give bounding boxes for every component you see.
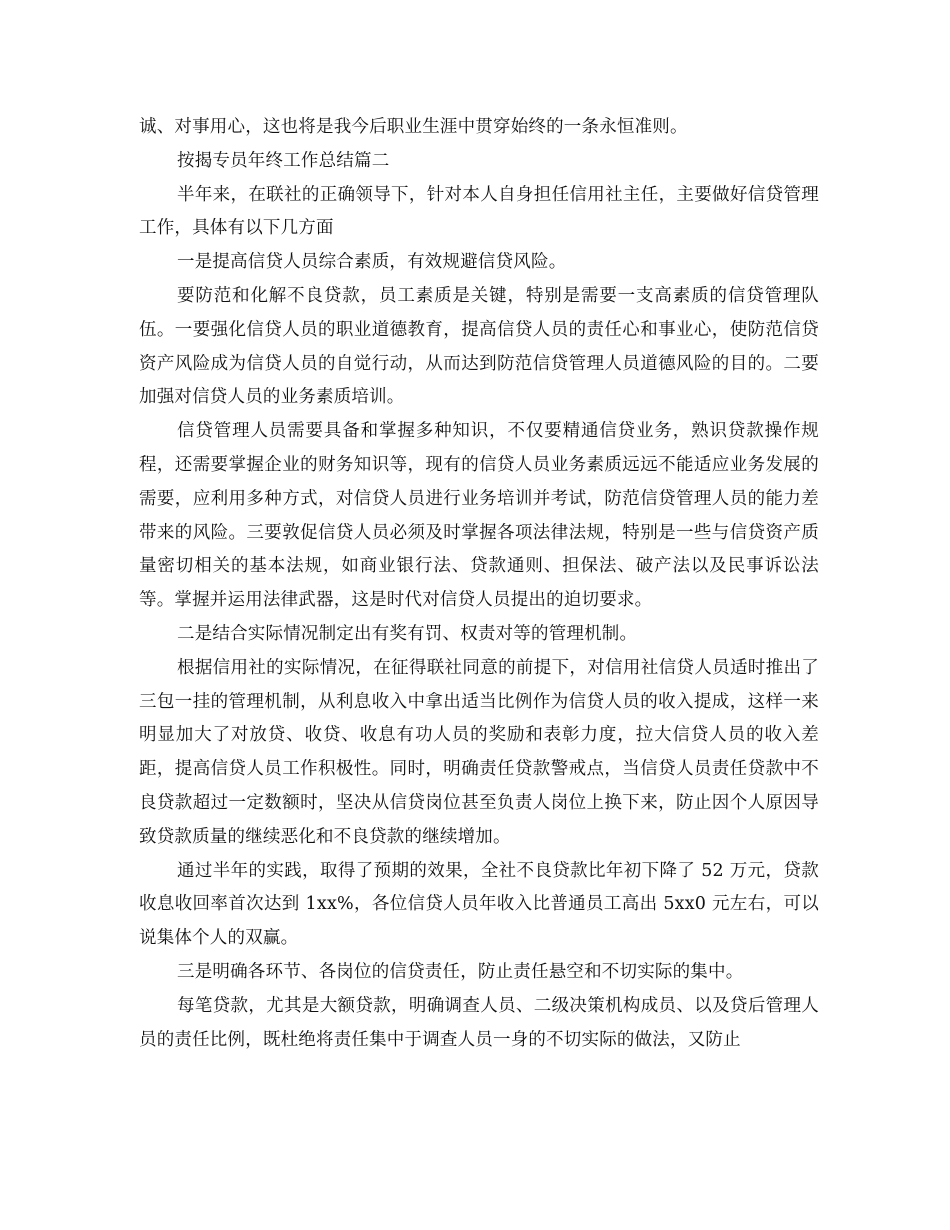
point-heading: 三是明确各环节、各岗位的信贷责任，防止责任悬空和不切实际的集中。: [177, 961, 744, 982]
paragraph: 每笔贷款，尤其是大额贷款，明确调查人员、二级决策机构成员、以及贷后管理人员的责任比例，既杜绝将责任集中于调查人员一身的不切实际的做法，又防止: [139, 995, 819, 1050]
section-heading: 按揭专员年终工作总结篇二: [177, 150, 390, 171]
paragraph: 通过半年的实践，取得了预期的效果，全社不良贷款比年初下降了 52 万元，贷款收息收回率首次达到 1xx%，各位信贷人员年收入比普通员工高出 5xx0 元左右，可以说集体个人的双赢。: [139, 860, 819, 949]
paragraph: 要防范和化解不良贷款，员工素质是关键，特别是需要一支高素质的信贷管理队伍。一要强化信贷人员的职业道德教育，提高信贷人员的责任心和事业心，使防范信贷资产风险成为信贷人员的自觉行动，从而达到防范信贷管理人员道德风险的目的。二要加强对信贷人员的业务素质培训。: [139, 285, 819, 408]
point-heading: 一是提高信贷人员综合素质，有效规避信贷风险。: [177, 252, 567, 273]
paragraph: 根据信用社的实际情况，在征得联社同意的前提下，对信用社信贷人员适时推出了三包一挂的管理机制，从利息收入中拿出适当比例作为信贷人员的收入提成，这样一来明显加大了对放贷、收贷、收息有功人员的奖励和表彰力度，拉大信贷人员的收入差距，提高信贷人员工作积极性。同时，明确责任贷款警戒点，当信贷人员责任贷款中不良贷款超过一定数额时，坚决从信贷岗位甚至负责人岗位上换下来，防止因个人原因导致贷款质量的继续恶化和不良贷款的继续增加。: [139, 657, 819, 847]
paragraph: 半年来，在联社的正确领导下，针对本人自身担任信用社主任，主要做好信贷管理工作，具体有以下几方面: [139, 184, 819, 239]
document-body: [139, 111, 819, 1057]
paragraph: 诚、对事用心，这也将是我今后职业生涯中贯穿始终的一条永恒准则。: [139, 117, 688, 137]
point-heading: 二是结合实际情况制定出有奖有罚、权责对等的管理机制。: [177, 623, 638, 644]
paragraph: 信贷管理人员需要具备和掌握多种知识，不仅要精通信贷业务，熟识贷款操作规程，还需要掌握企业的财务知识等，现有的信贷人员业务素质远远不能适应业务发展的需要，应利用多种方式，对信贷人员进行业务培训并考试，防范信贷管理人员的能力差带来的风险。三要敦促信贷人员必须及时掌握各项法律法规，特别是一些与信贷资产质量密切相关的基本法规，如商业银行法、贷款通则、担保法、破产法以及民事诉讼法等。掌握并运用法律武器，这是时代对信贷人员提出的迫切要求。: [139, 421, 819, 611]
